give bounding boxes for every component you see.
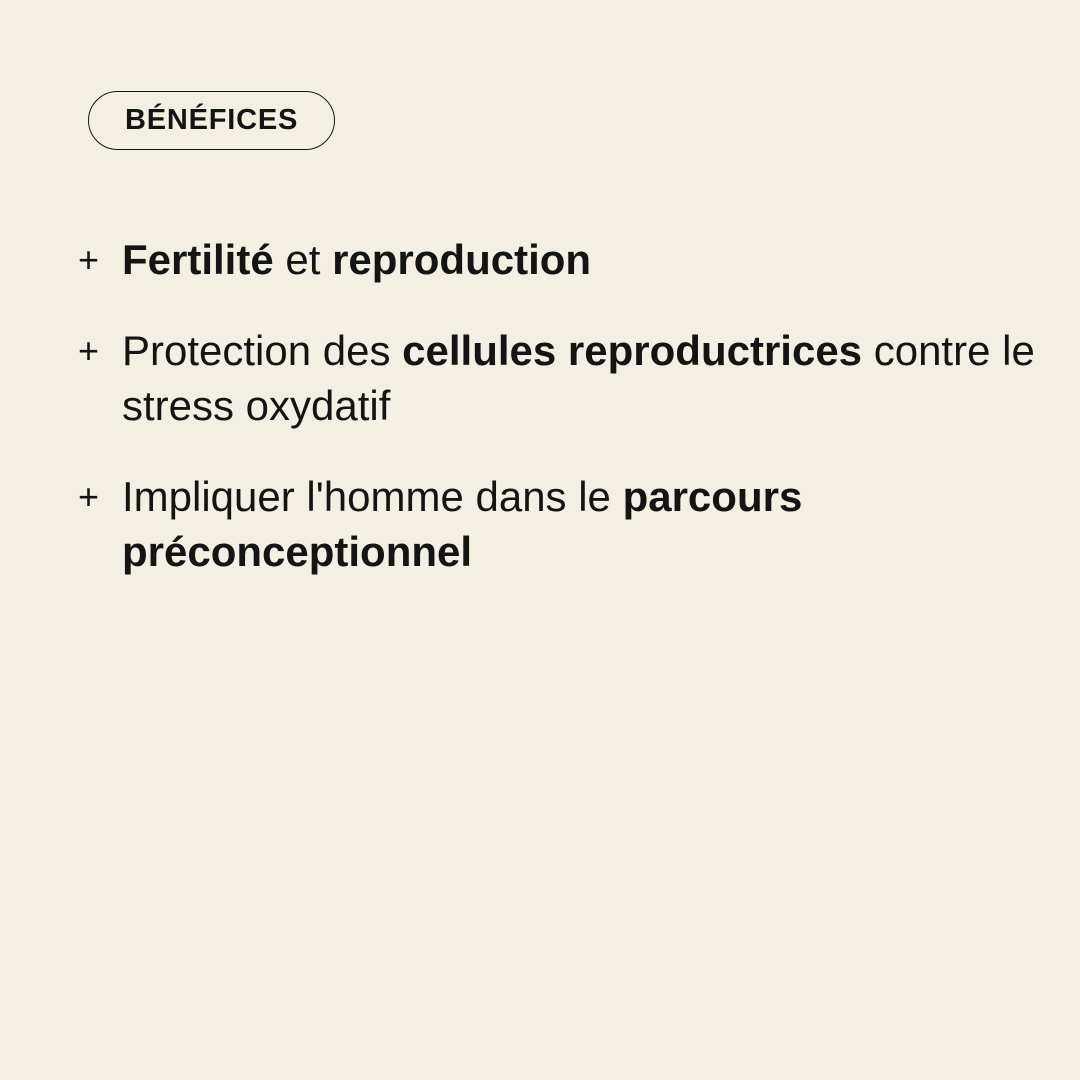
benefits-badge-label: BÉNÉFICES xyxy=(125,104,299,136)
bullet-segment: contre le stress oxydatif xyxy=(122,327,1035,429)
plus-icon: + xyxy=(78,476,100,517)
bullet-text xyxy=(122,323,1038,433)
bullet-segment: et xyxy=(273,236,333,283)
bullet-text xyxy=(122,232,1038,287)
bullet-segment-bold: reproduction xyxy=(332,236,592,283)
list-item xyxy=(78,469,1038,579)
plus-icon: + xyxy=(78,239,100,280)
bullet-segment: Protection des xyxy=(122,327,403,374)
list-item xyxy=(78,323,1038,433)
bullet-segment-bold: Fertilité xyxy=(122,236,274,283)
list-item xyxy=(78,232,1038,287)
bullet-segment: Impliquer l'homme dans le xyxy=(122,473,623,520)
benefits-badge xyxy=(88,91,335,150)
bullet-segment-bold: parcours préconceptionnel xyxy=(122,473,803,575)
bullet-segment-bold: cellules reproductrices xyxy=(402,327,863,374)
bullet-text xyxy=(122,469,1038,579)
plus-icon: + xyxy=(78,330,100,371)
benefits-list xyxy=(78,232,1038,579)
